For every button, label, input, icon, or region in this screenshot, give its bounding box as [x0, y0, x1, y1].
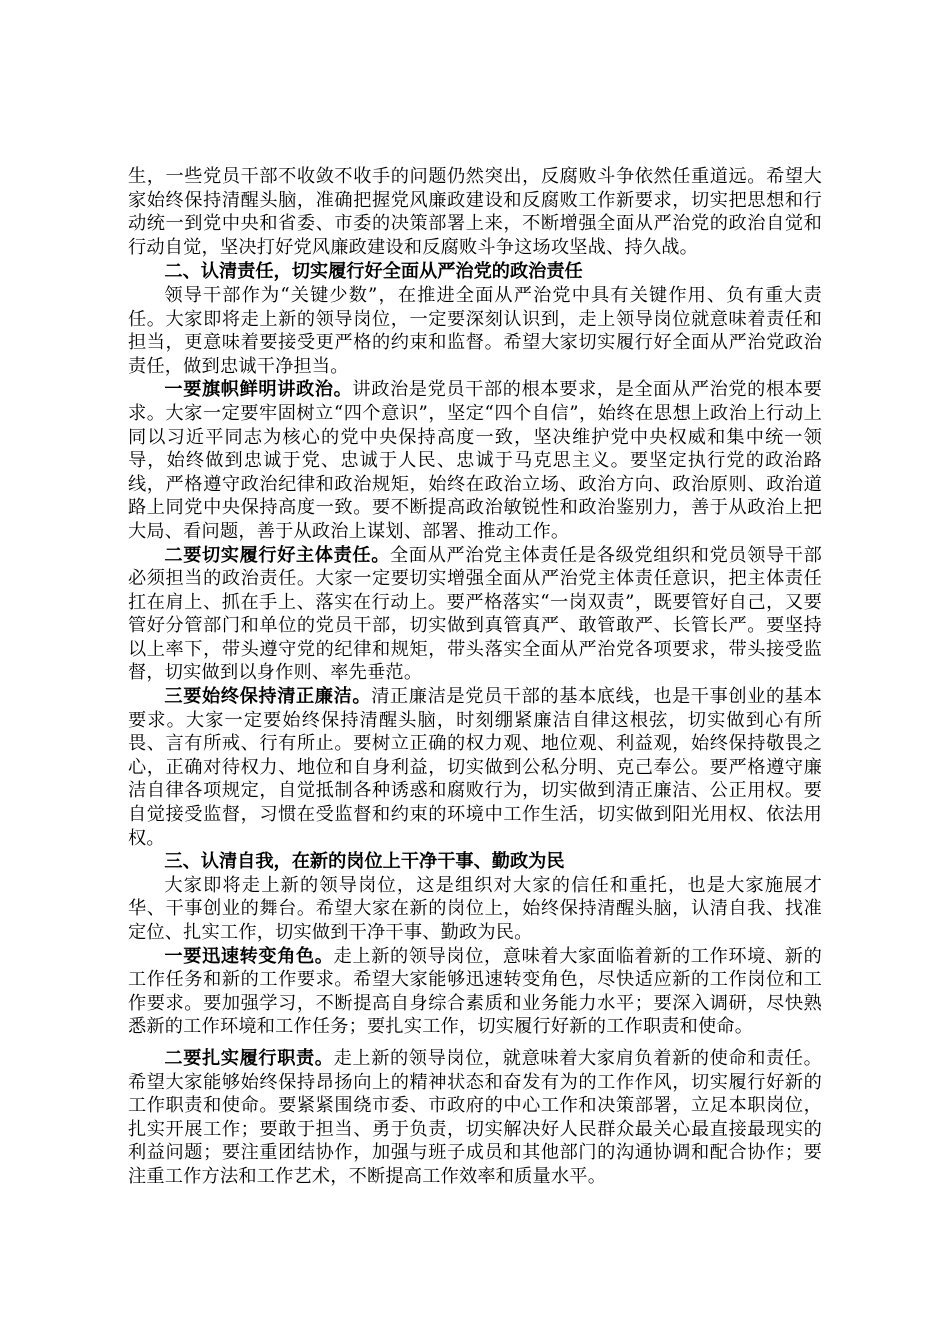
paragraph-integrity — [128, 685, 822, 850]
paragraph-politics — [128, 378, 822, 543]
paragraph-lead: 一要迅速转变角色。 — [164, 945, 334, 967]
paragraph-lead: 一要旗帜鲜明讲政治。 — [164, 379, 353, 401]
paragraph-main-responsibility — [128, 544, 822, 686]
paragraph-body: 走上新的领导岗位，就意味着大家肩负着新的使命和责任。希望大家能够始终保持昂扬向上的精神状态和奋发有为的工作作风，切实履行好新的工作职责和使命。要紧紧围绕市委、市政府的中心工作和决策部署，立足本职岗位，扎实开展工作；要敢于担当、勇于负责，切实解决好人民群众最关心最直接最现实的利益问题；要注重团结协作，加强与班子成员和其他部门的沟通协调和配合协作；要注重工作方法和工作艺术，不断提高工作效率和质量水平。 — [128, 1047, 822, 1187]
paragraph-body: 清正廉洁是党员干部的基本底线，也是干事创业的基本要求。大家一定要始终保持清醒头脑，时刻绷紧廉洁自律这根弦，切实做到心有所畏、言有所戒、行有所止。要树立正确的权力观、地位观、利益观，始终保持敬畏之心，正确对待权力、地位和自身利益，切实做到公私分明、克己奉公。要严格遵守廉洁自律各项规定，自觉抵制各种诱惑和腐败行为，切实做到清正廉洁、公正用权。要自觉接受监督，习惯在受监督和约束的环境中工作生活，切实做到阳光用权、依法用权。 — [128, 686, 822, 849]
paragraph-body: 走上新的领导岗位，意味着大家面临着新的工作环境、新的工作任务和新的工作要求。希望大家能够迅速转变角色，尽快适应新的工作岗位和工作要求。要加强学习，不断提高自身综合素质和业务能力水平；要深入调研，尽快熟悉新的工作环境和工作任务；要扎实工作，切实履行好新的工作职责和使命。 — [128, 945, 822, 1038]
paragraph-body: 全面从严治党主体责任是各级党组织和党员领导干部必须担当的政治责任。大家一定要切实增强全面从严治党主体责任意识，把主体责任扛在肩上、抓在手上、落实在行动上。要严格落实“一岗双责”，既要管好自己，又要管好分管部门和单位的党员干部，切实做到真管真严、敢管敢严、长管长严。要坚持以上率下，带头遵守党的纪律和规矩，带头落实全面从严治党各项要求，带头接受监督，切实做到以身作则、率先垂范。 — [128, 544, 822, 684]
paragraph-body: 讲政治是党员干部的根本要求，是全面从严治党的根本要求。大家一定要牢固树立“四个意识”，坚定“四个自信”，始终在思想上政治上行动上同以习近平同志为核心的党中央保持高度一致，坚决维护党中央权威和集中统一领导，始终做到忠诚于党、忠诚于人民、忠诚于马克思主义。要坚定执行党的政治路线，严格遵守政治纪律和政治规矩，始终在政治立场、政治方向、政治原则、政治道路上同党中央保持高度一致。要不断提高政治敏锐性和政治鉴别力，善于从政治上把大局、看问题，善于从政治上谋划、部署、推动工作。 — [128, 379, 822, 542]
document-page — [128, 165, 822, 1189]
paragraph-change-role — [128, 945, 822, 1039]
paragraph-new-post: 大家即将走上新的领导岗位，这是组织对大家的信任和重托，也是大家施展才华、干事创业的舞台。希望大家在新的岗位上，始终保持清醒头脑，认清自我、找准定位、扎实工作，切实做到干净干事、勤政为民。 — [128, 874, 822, 943]
section-heading-2: 二、认清责任，切实履行好全面从严治党的政治责任 — [164, 261, 583, 283]
paragraph-continuation: 生，一些党员干部不收敛不收手的问题仍然突出，反腐败斗争依然任重道远。希望大家始终保持清醒头脑，准确把握党风廉政建设和反腐败工作新要求，切实把思想和行动统一到党中央和省委、市委的决策部署上来，不断增强全面从严治党的政治自觉和行动自觉，坚决打好党风廉政建设和反腐败斗争这场攻坚战、持久战。 — [128, 166, 822, 258]
paragraph-lead: 二要切实履行好主体责任。 — [164, 544, 390, 566]
paragraph-lead: 三要始终保持清正廉洁。 — [164, 686, 372, 708]
paragraph-lead: 二要扎实履行职责。 — [164, 1047, 334, 1069]
section-heading-3: 三、认清自我，在新的岗位上干净干事、勤政为民 — [164, 851, 565, 873]
paragraph-fulfill-duties — [128, 1047, 822, 1189]
paragraph-leaders-role: 领导干部作为“关键少数”，在推进全面从严治党中具有关键作用、负有重大责任。大家即将走上新的领导岗位，一定要深刻认识到，走上领导岗位就意味着责任和担当，更意味着要接受更严格的约束和监督。希望大家切实履行好全面从严治党政治责任，做到忠诚干净担当。 — [128, 284, 822, 377]
